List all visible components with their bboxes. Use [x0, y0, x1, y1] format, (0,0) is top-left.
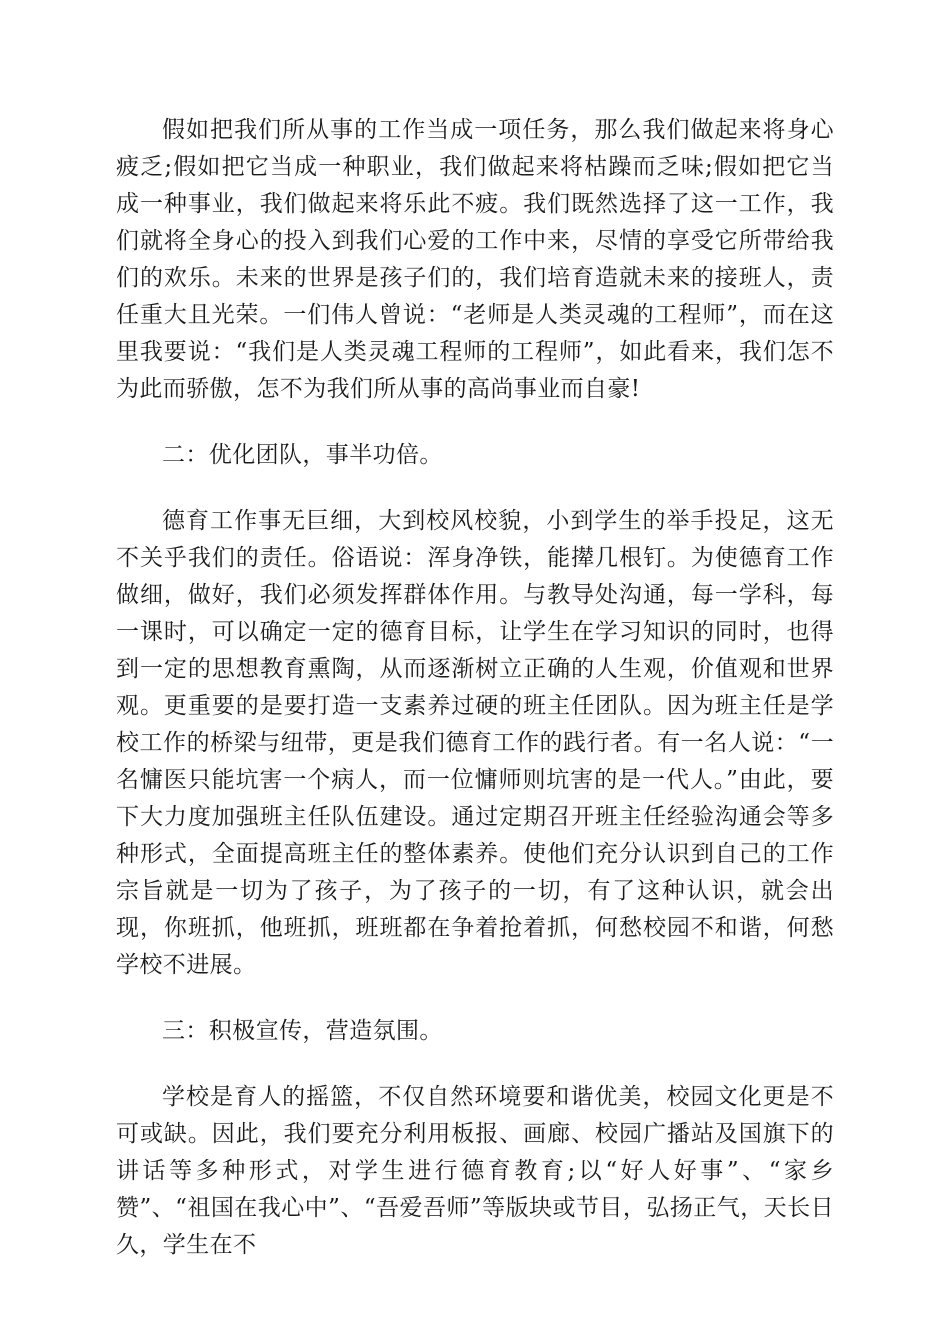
- paragraph-team: 德育工作事无巨细，大到校风校貌，小到学生的举手投足，这无不关乎我们的责任。俗语说：浑身净铁，能撵几根钉。为使德育工作做细，做好，我们必须发挥群体作用。与教导处沟通，每一学科，每一课时，可以确定一定的德育目标，让学生在学习知识的同时，也得到一定的思想教育熏陶，从而逐渐树立正确的人生观，价值观和世界观。更重要的是要打造一支素养过硬的班主任团队。因为班主任是学校工作的桥梁与纽带，更是我们德育工作的践行者。有一名人说：“一名慵医只能坑害一个病人，而一位慵师则坑害的是一代人。”由此，要下大力度加强班主任队伍建设。通过定期召开班主任经验沟通会等多种形式，全面提高班主任的整体素养。使他们充分认识到自己的工作宗旨就是一切为了孩子，为了孩子的一切，有了这种认识，就会出现，你班抓，他班抓，班班都在争着抢着抓，何愁校园不和谐，何愁学校不进展。: [116, 508, 834, 978]
- document-body: [116, 112, 834, 1293]
- section-heading-2: 二：优化团队，事半功倍。: [162, 442, 443, 468]
- section-heading-3: 三：积极宣传，营造氛围。: [162, 1018, 443, 1044]
- paragraph-publicity: 学校是育人的摇篮，不仅自然环境要和谐优美，校园文化更是不可或缺。因此，我们要充分利用板报、画廊、校园广播站及国旗下的讲话等多种形式，对学生进行德育教育;以“好人好事”、“家乡赞”、“祖国在我心中”、“吾爱吾师”等版块或节目，弘扬正气，天长日久，学生在不: [116, 1084, 834, 1258]
- paragraph-intro: 假如把我们所从事的工作当成一项任务，那么我们做起来将身心疲乏;假如把它当成一种职业，我们做起来将枯躁而乏味;假如把它当成一种事业，我们做起来将乐此不疲。我们既然选择了这一工作，我们就将全身心的投入到我们心爱的工作中来，尽情的享受它所带给我们的欢乐。未来的世界是孩子们的，我们培育造就未来的接班人，责任重大且光荣。一们伟人曾说：“老师是人类灵魂的工程师”，而在这里我要说：“我们是人类灵魂工程师的工程师”，如此看来，我们怎不为此而骄傲，怎不为我们所从事的高尚事业而自豪!: [116, 117, 834, 402]
